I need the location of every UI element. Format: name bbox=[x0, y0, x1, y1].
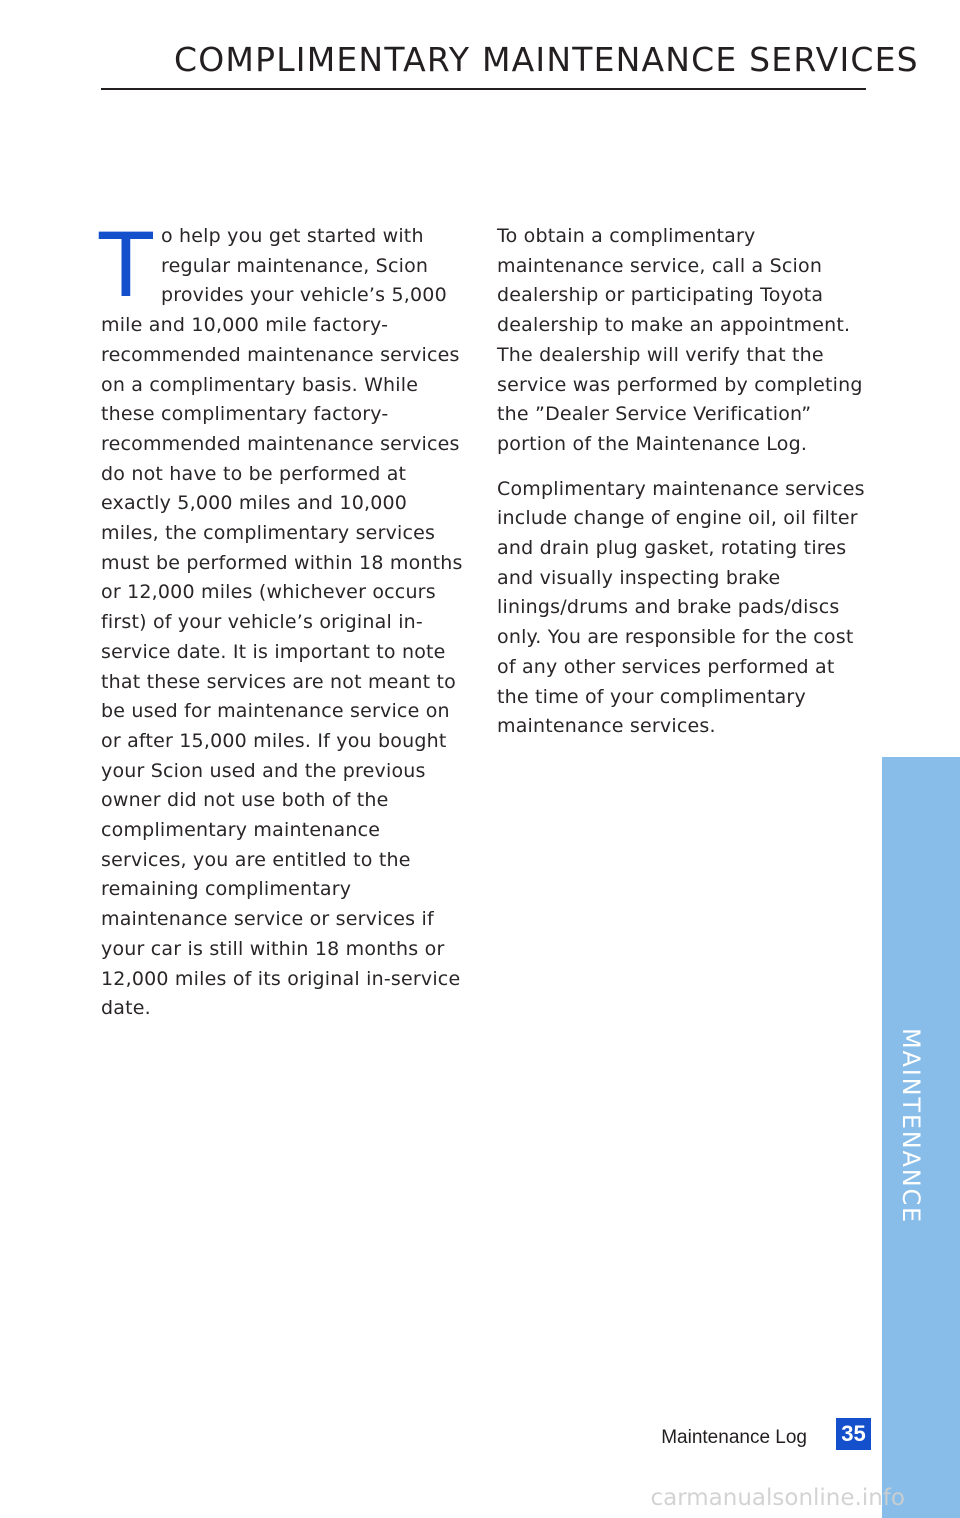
drop-cap: T bbox=[99, 214, 153, 317]
left-column bbox=[99, 214, 471, 1024]
side-tab-label: MAINTENANCE bbox=[897, 1028, 925, 1225]
page-number-badge: 35 bbox=[836, 1418, 871, 1450]
appointment-paragraph: To obtain a complimentary maintenance service, call a Scion dealership or participating Toyota dealership to make an appointment. The dealership will verify that the service was performed by completing the ”Dealer Service Verification” portion of the Maintenance Log. bbox=[497, 225, 863, 455]
intro-paragraph-text: o help you get started with regular maintenance, Scion provides your vehicle’s 5,000 mile and 10,000 mile factory-recommended maintenance services on a complimentary basis. While these complimentary factory-recommended maintenance services do not have to be performed at exactly 5,000 miles and 10,000 miles, the complimentary services must be performed within 18 months or 12,000 miles (whichever occurs first) of your vehicle’s original in-service date. It is important to note that these services are not meant to be used for maintenance service on or after 15,000 miles. If you bought your Scion used and the previous owner did not use both of the complimentary maintenance services, you are entitled to the remaining complimentary maintenance service or services if your car is still within 18 months or 12,000 miles of its original in-service date. bbox=[101, 225, 463, 1020]
right-column bbox=[497, 222, 865, 742]
services-included-paragraph: Complimentary maintenance services include change of engine oil, oil filter and drain plug gasket, rotating tires and visually inspecting brake linings/drums and brake pads/discs only. You are responsible for the cost of any other services performed at the time of your complimentary maintenance services. bbox=[497, 477, 865, 738]
intro-paragraph bbox=[99, 214, 471, 1024]
watermark-text: carmanualsonline.info bbox=[650, 1485, 905, 1511]
title-divider bbox=[101, 88, 866, 90]
page-title: COMPLIMENTARY MAINTENANCE SERVICES bbox=[174, 40, 919, 79]
footer-section-label: Maintenance Log bbox=[661, 1427, 807, 1448]
